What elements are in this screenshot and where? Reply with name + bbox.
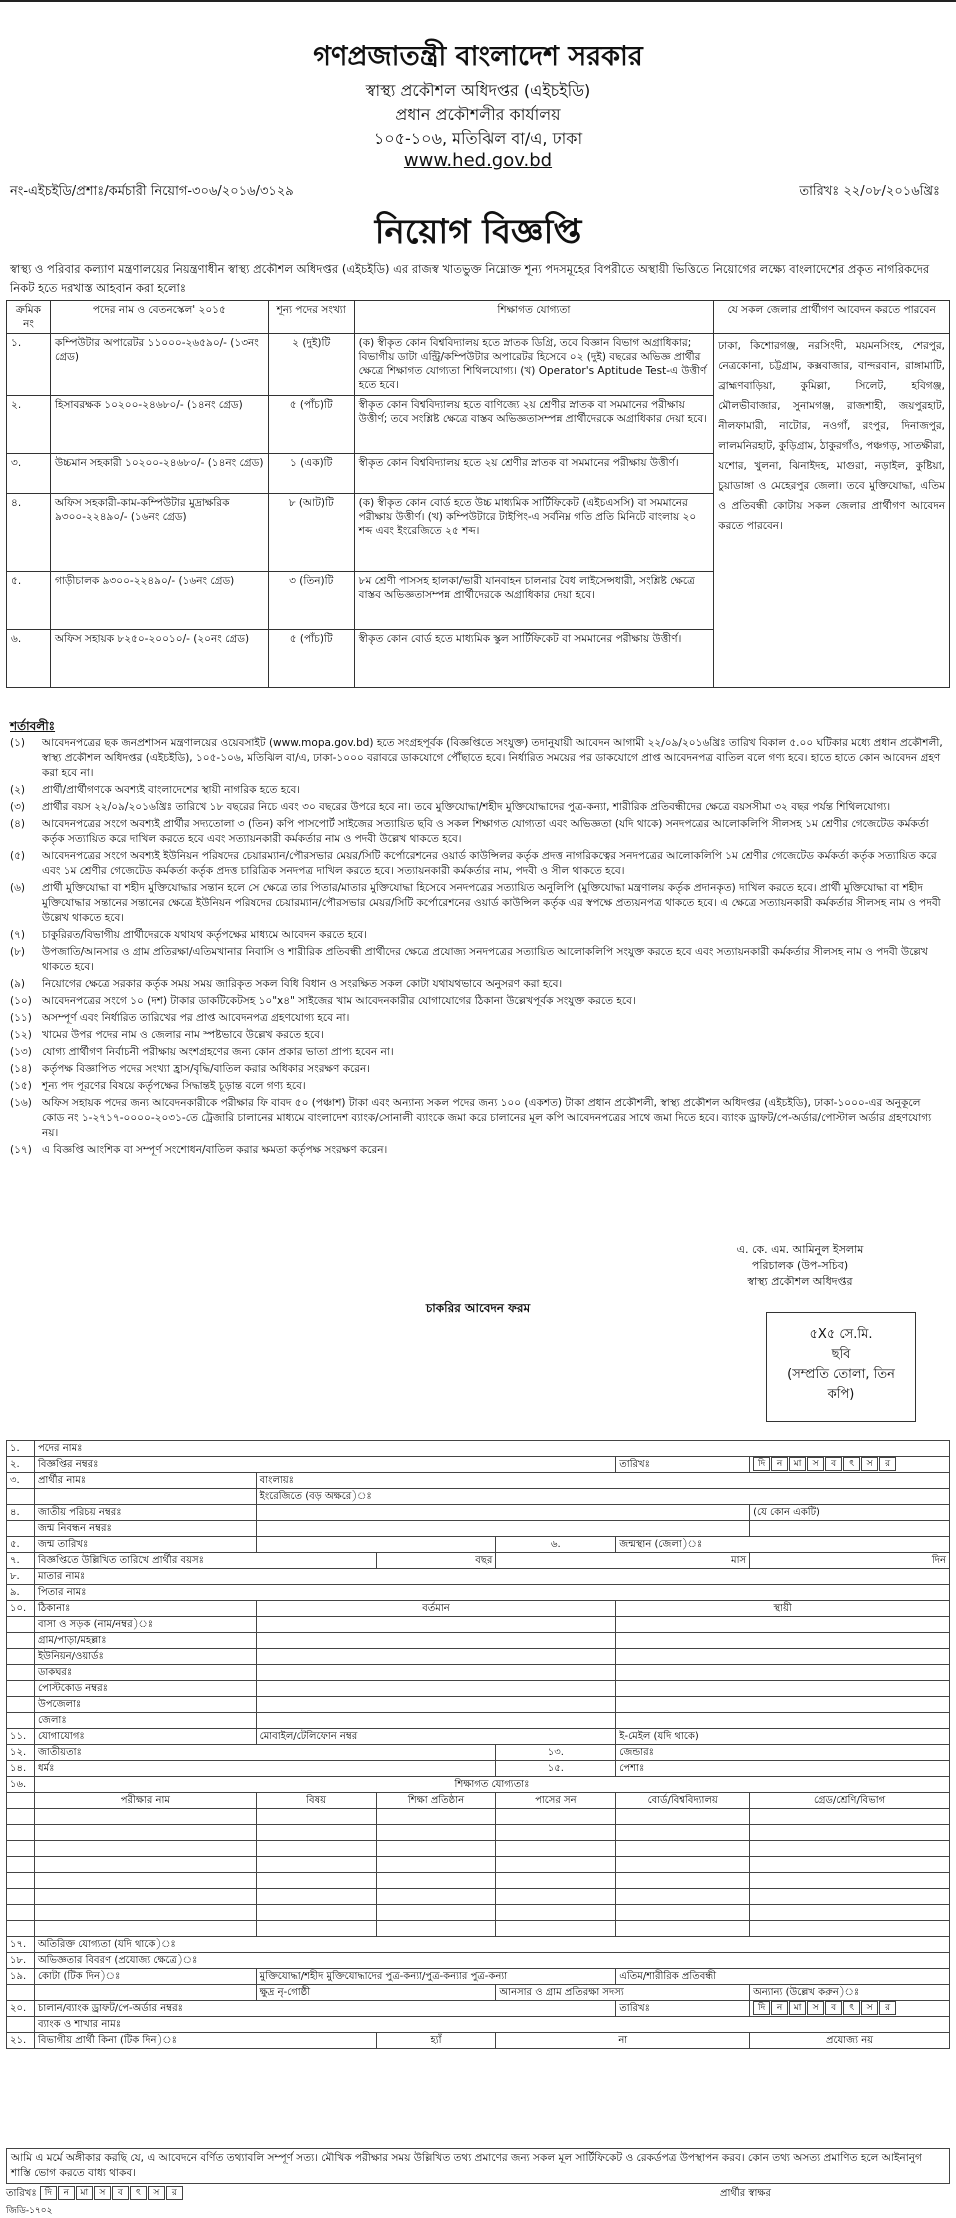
conditions-list xyxy=(10,736,946,1160)
row-number: ৩. xyxy=(7,1473,35,1489)
row-sl: ১. xyxy=(7,334,51,396)
form-row-address xyxy=(7,1601,950,1617)
condition-item xyxy=(10,783,946,798)
name-english-field[interactable]: ইংরেজিতে (বড় অক্ষরে)ঃ xyxy=(256,1489,949,1505)
option-na[interactable]: প্রযোজ্য নয় xyxy=(750,2033,950,2049)
post-name-field[interactable]: পদের নামঃ xyxy=(34,1441,949,1457)
date-boxes[interactable] xyxy=(750,1457,950,1473)
form-row-religion xyxy=(7,1761,950,1777)
form-row-name xyxy=(7,1473,950,1489)
challan-number-field[interactable]: চালান/ব্যাংক ড্রাফট/পে-অর্ডার নম্বরঃ xyxy=(34,2001,615,2017)
condition-item xyxy=(10,994,946,1009)
row-number: ১৮. xyxy=(7,1953,35,1969)
permanent-address-header: স্থায়ী xyxy=(616,1601,950,1617)
present-field[interactable] xyxy=(256,1665,616,1681)
condition-item xyxy=(10,800,946,815)
name-label: প্রার্থীর নামঃ xyxy=(34,1473,256,1489)
row-qualification: (ক) স্বীকৃত কোন বোর্ড হতে উচ্চ মাধ্যমিক সার্টিফিকেট (এইচএসসি) বা সমমানের পরীক্ষায় উত্তীর্ণ। (খ) কম্পিউটারে টাইপিং-এ সর্বনিম্ন গতি প্রতি মিনিটে বাংলায় ২০ শব্দ এবং ইংরেজিতে ২৫ শব্দ। xyxy=(354,494,714,572)
present-address-header: বর্তমান xyxy=(256,1601,616,1617)
address-line xyxy=(7,1649,950,1665)
date-box[interactable]: মা xyxy=(76,2186,93,2200)
profession-field[interactable]: পেশাঃ xyxy=(616,1761,950,1777)
row-number: ১৪. xyxy=(7,1761,35,1777)
permanent-field[interactable] xyxy=(616,1649,950,1665)
permanent-field[interactable] xyxy=(616,1713,950,1729)
condition-number: (৪) xyxy=(10,818,26,830)
posts-table-header xyxy=(7,301,950,334)
row-count: ৫ (পাঁচ)টি xyxy=(268,396,354,454)
date-box[interactable]: স xyxy=(861,1457,878,1471)
address-line xyxy=(7,1713,950,1729)
quota-orphan-disabled[interactable]: এতিম/শারীরিক প্রতিবন্ধী xyxy=(616,1969,950,1985)
row-number: ২০. xyxy=(7,2001,35,2017)
education-row[interactable] xyxy=(7,1809,950,1825)
condition-text: শূন্য পদ পূরণের বিষয়ে কর্তৃপক্ষের সিদ্ধান্তই চূড়ান্ত বলে গণ্য হবে। xyxy=(42,1080,306,1092)
condition-number: (১৪) xyxy=(10,1063,32,1075)
row-sl: ২. xyxy=(7,396,51,454)
condition-text: আবেদনপত্রের সংগে অবশ্যই প্রার্থীর সদ্যতোলা ৩ (তিন) কপি পাসপোর্ট সাইজের সত্যায়িত ছবি ও সকল শিক্ষাগত যোগ্যতা এবং অভিজ্ঞতা (যদি থাকে) সনদপত্রের আলোকলিপি সীলসহ ১ম শ্রেণীর গেজেটেড কর্মকর্তা কর্তৃক সত্যায়িত করে দাখিল করতে হবে এবং সত্যায়নকারী কর্মকর্তার নাম ও পদবী উল্লেখ থাকতে হবে। xyxy=(42,818,929,845)
present-field[interactable] xyxy=(256,1697,616,1713)
eligible-districts: ঢাকা, কিশোরগঞ্জ, নরসিংদী, ময়মনসিংহ, শেরপুর, নেত্রকোনা, চট্টগ্রাম, কক্সবাজার, বান্দরবান, রাঙ্গামাটি, ব্রাহ্মণবাড়িয়া, কুমিল্লা, সিলেট, হবিগঞ্জ, মৌলভীবাজার, সুনামগঞ্জ, রাজশাহী, জয়পুরহাট, নীলফামারী, নাটোর, নওগাঁ, রংপুর, দিনাজপুর, লালমনিরহাট, কুড়িগ্রাম, ঠাকুরগাঁও, পঞ্চগড়, সাতক্ষীরা, যশোর, খুলনা, ঝিনাইদহ, মাগুরা, নড়াইল, কুষ্টিয়া, চুয়াডাঙ্গা ও মেহেরপুর জেলা। তবে মুক্তিযোদ্ধা, এতিম ও প্রতিবন্ধী কোটায় সকল জেলার প্রার্থীগণ আবেদন করতে পারবেন। xyxy=(714,334,950,688)
extra-qualification-field[interactable]: অতিরিক্ত যোগ্যতা (যদি থাকে)ঃ xyxy=(34,1937,949,1953)
condition-item xyxy=(10,736,946,781)
departmental-label: বিভাগীয় প্রার্থী কিনা (টিক দিন)ঃ xyxy=(34,2033,376,2049)
form-row-notice xyxy=(7,1457,950,1473)
date-box[interactable]: ব xyxy=(112,2186,129,2200)
date-box[interactable]: স xyxy=(94,2186,111,2200)
age-label: বিজ্ঞপ্তিতে উল্লিখিত তারিখে প্রার্থীর বয়সঃ xyxy=(34,1553,376,1569)
quota-other[interactable]: অন্যান্য (উল্লেখ করুন)ঃ xyxy=(750,1985,950,2001)
condition-text: প্রার্থী মুক্তিযোদ্ধা বা শহীদ মুক্তিযোদ্ধার সন্তান হলে সে ক্ষেত্রে তার পিতার/মাতার মুক্তিযোদ্ধা হিসেবে সনদপত্রের সত্যায়িত অনুলিপি (মুক্তিযোদ্ধা মন্ত্রণালয় কর্তৃক প্রদানকৃত) দাখিল করতে হবে। প্রার্থী মুক্তিযোদ্ধা বা শহীদ মুক্তিযোদ্ধার সন্তানের সন্তানের ক্ষেত্রে ইউনিয়ন পরিষদের চেয়ারম্যান/পৌরসভার মেয়র/সিটি কর্পোরেশনের ওয়ার্ড কাউন্সিল কর্তৃক এর স্বপক্ষে প্রত্যয়নপত্র থাকতে হবে। এ ক্ষেত্রে সত্যায়নকারী কর্মকর্তার সীলসহ নাম ও পদবী উল্লেখ থাকতে হবে। xyxy=(42,882,941,924)
date-box[interactable]: স xyxy=(148,2186,165,2200)
condition-item xyxy=(10,945,946,975)
date-box[interactable]: দি xyxy=(753,2001,770,2015)
condition-text: খামের উপর পদের নাম ও জেলার নাম স্পষ্টভাবে উল্লেখ করতে হবে। xyxy=(42,1029,324,1041)
row-post: উচ্চমান সহকারী ১০২০০-২৪৬৮০/- (১৪নং গ্রেড) xyxy=(50,454,268,494)
birth-reg-field[interactable] xyxy=(256,1521,749,1537)
present-field[interactable] xyxy=(256,1713,616,1729)
form-row-departmental xyxy=(7,2033,950,2049)
condition-text: আবেদনপত্রের সংগে অবশ্যই ইউনিয়ন পরিষদের চেয়ারম্যান/পৌরসভার মেয়র/সিটি কর্পোরেশনের ওয়ার্ড কাউন্সিলর কর্তৃক প্রদত্ত নাগরিকত্বের সনদপত্রের আলোকলিপি ১ম শ্রেণীর গেজেটেড কর্মকর্তা কর্তৃক সত্যায়িত করে এবং ১ম শ্রেণীর গেজেটেড কর্মকর্তা কর্তৃক প্রদত্ত চারিত্রিক সনদপত্র দাখিল করতে হবে। সত্যায়নকারী কর্মকর্তার নাম, পদবী ও সীল থাকতে হবে। xyxy=(42,850,937,877)
row-post: অফিস সহকারী-কাম-কম্পিউটার মুদ্রাক্ষরিক ৯৩০০-২২৪৯০/- (১৬নং গ্রেড) xyxy=(50,494,268,572)
birth-reg-label: জন্ম নিবন্ধন নম্বরঃ xyxy=(34,1521,256,1537)
date-boxes[interactable] xyxy=(40,2188,184,2199)
quota-ethnic[interactable]: ক্ষুদ্র নৃ-গোষ্ঠী xyxy=(256,1985,496,2001)
form-row-mother xyxy=(7,1569,950,1585)
form-row-father xyxy=(7,1585,950,1601)
photo-note-2: কপি) xyxy=(827,1387,855,1402)
nid-label: জাতীয় পরিচয় নম্বরঃ xyxy=(34,1505,256,1521)
date-box[interactable]: ৎ xyxy=(843,1457,860,1471)
conditions-title: শর্তাবলীঃ xyxy=(10,719,56,733)
row-post: অফিস সহায়ক ৮২৫০-২০০১০/- (২০নং গ্রেড) xyxy=(50,630,268,688)
present-field[interactable] xyxy=(256,1617,616,1633)
quota-ansar[interactable]: আনসার ও গ্রাম প্রতিরক্ষা সদস্য xyxy=(496,1985,750,2001)
address-label: ঠিকানাঃ xyxy=(34,1601,256,1617)
row-number: ১২. xyxy=(7,1745,35,1761)
top-border xyxy=(0,0,956,2)
row-count: ৫ (পাঁচ)টি xyxy=(268,630,354,688)
condition-number: (১২) xyxy=(10,1029,32,1041)
date-box[interactable]: মা xyxy=(789,1457,806,1471)
age-months[interactable]: মাস xyxy=(496,1553,750,1569)
date-box[interactable]: ন xyxy=(771,1457,788,1471)
gender-field[interactable]: জেন্ডারঃ xyxy=(616,1745,950,1761)
condition-number: (৩) xyxy=(10,801,26,813)
date-box[interactable]: ব xyxy=(825,1457,842,1471)
form-row-quota xyxy=(7,1969,950,1985)
present-field[interactable] xyxy=(256,1681,616,1697)
nationality-field[interactable]: জাতীয়তাঃ xyxy=(34,1745,495,1761)
condition-text: এ বিজ্ঞপ্তি আংশিক বা সম্পূর্ণ সংশোধন/বাতিল করার ক্ষমতা কর্তৃপক্ষ সংরক্ষণ করেন। xyxy=(42,1144,388,1156)
row-qualification: স্বীকৃত কোন বিশ্ববিদ্যালয় হতে বাণিজ্যে ২য় শ্রেণীর স্নাতক বা সমমানের পরীক্ষায় উত্তীর্ণ; তবে সংশ্লিষ্ট ক্ষেত্রে বাস্তব অভিজ্ঞতাসম্পন্ন প্রার্থীদেরকে অগ্রাধিকার দেয়া হবে। xyxy=(354,396,714,454)
date-box[interactable]: দি xyxy=(40,2186,57,2200)
condition-text: যোগ্য প্রার্থীগণ নির্বাচনী পরীক্ষায় অংশগ্রহণের জন্য কোন প্রকার ভাতা প্রাপ্য হবেন না। xyxy=(42,1046,394,1058)
address-field-label: জেলাঃ xyxy=(34,1713,256,1729)
row-number: ৪. xyxy=(7,1505,35,1521)
present-field[interactable] xyxy=(256,1633,616,1649)
education-row[interactable] xyxy=(7,1825,950,1841)
intro-paragraph: স্বাস্থ্য ও পরিবার কল্যাণ মন্ত্রণালয়ের নিয়ন্ত্রণাধীন স্বাস্থ্য প্রকৌশল অধিদপ্তর (এইচইডি) এর রাজস্ব খাতভুক্ত নিম্নোক্ত শূন্য পদসমূহের বিপরীতে অস্থায়ী ভিত্তিতে নিয়োগের লক্ষ্যে বাংলাদেশের প্রকৃত নাগরিকদের নিকট হতে দরখাস্ত আহবান করা হলোঃ xyxy=(10,262,930,295)
row-post: হিসাবরক্ষক ১০২০০-২৪৬৮০/- (১৪নং গ্রেড) xyxy=(50,396,268,454)
row-number: ১১. xyxy=(7,1729,35,1745)
condition-text: কর্তৃপক্ষ বিজ্ঞাপিত পদের সংখ্যা হ্রাস/বৃদ্ধি/বাতিল করার অধিকার সংরক্ষণ করেন। xyxy=(42,1063,371,1075)
condition-number: (৬) xyxy=(10,882,26,894)
posts-table xyxy=(6,300,950,688)
date-box[interactable]: ৎ xyxy=(130,2186,147,2200)
condition-item xyxy=(10,928,946,943)
condition-item xyxy=(10,881,946,926)
applicant-signature: প্রার্থীর স্বাক্ষর xyxy=(720,2188,771,2199)
condition-number: (১৭) xyxy=(10,1144,32,1156)
address-field-label: ডাকঘরঃ xyxy=(34,1665,256,1681)
condition-text: প্রার্থীর বয়স ২২/০৯/২০১৬খ্রিঃ তারিখে ১৮ বছরের নিচে এবং ৩০ বছরের উপরে হবে না। তবে মুক্তিযোদ্ধা/শহীদ মুক্তিযোদ্ধাদের পুত্র-কন্যা, শারীরিক প্রতিবন্ধীদের ক্ষেত্রে বয়সসীমা ৩২ বছর পর্যন্ত শিথিলযোগ্য। xyxy=(42,801,891,813)
condition-item xyxy=(10,1079,946,1094)
row-number: ৬. xyxy=(496,1537,616,1553)
header-post: পদের নাম ও বেতনস্কেল' ২০১৫ xyxy=(50,301,268,334)
date-box[interactable]: স xyxy=(807,2001,824,2015)
address-field-label: উপজেলাঃ xyxy=(34,1697,256,1713)
address-field-label: গ্রাম/পাড়া/মহল্লাঃ xyxy=(34,1633,256,1649)
date-label: তারিখঃ xyxy=(616,2001,750,2017)
row-number: ১০. xyxy=(7,1601,35,1617)
education-row[interactable] xyxy=(7,1921,950,1937)
condition-number: (৫) xyxy=(10,850,26,862)
row-sl: ৩. xyxy=(7,454,51,494)
row-number: ১৫. xyxy=(496,1761,616,1777)
date-boxes[interactable] xyxy=(750,2001,950,2017)
row-number: ২১. xyxy=(7,2033,35,2049)
photo-box xyxy=(766,1312,916,1422)
address-line xyxy=(7,1665,950,1681)
form-row-education xyxy=(7,1777,950,1793)
condition-text: উপজাতি/আনসার ও গ্রাম প্রতিরক্ষা/এতিমখানার নিবাসি ও শারীরিক প্রতিবন্ধী প্রার্থীদের ক্ষেত্রে প্রযোজ্য সনদপত্রের সত্যায়িত আলোকলিপি সংযুক্ত করতে হবে এবং সত্যায়নকারী কর্মকর্তার সীলসহ নাম ও পদবী উল্লেখ থাকতে হবে। xyxy=(42,946,928,973)
date-box[interactable]: ব xyxy=(825,2001,842,2015)
mother-name-field[interactable]: মাতার নামঃ xyxy=(34,1569,949,1585)
quota-label: কোটা (টিক দিন)ঃ xyxy=(34,1969,256,1985)
dob-field[interactable] xyxy=(256,1537,496,1553)
form-row-nationality xyxy=(7,1745,950,1761)
condition-number: (৭) xyxy=(10,929,26,941)
table-row xyxy=(7,334,950,396)
office-name: প্রধান প্রকৌশলীর কার্যালয় xyxy=(395,105,561,124)
education-row[interactable] xyxy=(7,1905,950,1921)
permanent-field[interactable] xyxy=(616,1617,950,1633)
form-row-bank xyxy=(7,2017,950,2033)
address-line xyxy=(7,1681,950,1697)
address-field-label: পোস্টকোড নম্বরঃ xyxy=(34,1681,256,1697)
condition-number: (১৩) xyxy=(10,1046,32,1058)
name-bangla-field[interactable]: বাংলায়ঃ xyxy=(256,1473,949,1489)
form-row-challan xyxy=(7,2001,950,2017)
row-number: ৯. xyxy=(7,1585,35,1601)
header-districts: যে সকল জেলার প্রার্থীগণ আবেদন করতে পারবেন xyxy=(714,301,950,334)
condition-number: (১১) xyxy=(10,1012,32,1024)
row-sl: ৪. xyxy=(7,494,51,572)
application-form xyxy=(6,1440,950,2049)
permanent-field[interactable] xyxy=(616,1633,950,1649)
permanent-field[interactable] xyxy=(616,1697,950,1713)
address-field-label: বাসা ও সড়ক (নাম/নম্বর)ঃ xyxy=(34,1617,256,1633)
date-box[interactable]: র xyxy=(879,1457,896,1471)
edu-grade-header: গ্রেড/শ্রেণি/বিভাগ xyxy=(750,1793,950,1809)
education-label: শিক্ষাগত যোগ্যতাঃ xyxy=(34,1777,949,1793)
row-qualification: (ক) স্বীকৃত কোন বিশ্ববিদ্যালয় হতে স্নাতক ডিগ্রি, তবে বিজ্ঞান বিভাগ অগ্রাধিকার; বিভাগীয় ডাটা এন্ট্রি/কম্পিউটার অপারেটর হিসেবে ০২ (দুই) বছরের অভিজ্ঞ প্রার্থীর ক্ষেত্রে শিক্ষাগত যোগ্যতা শিথিলযোগ্য। (খ) Operator's Aptitude Test-এ উত্তীর্ণ হতে হবে। xyxy=(354,334,714,396)
education-row[interactable] xyxy=(7,1841,950,1857)
edu-subject-header: বিষয় xyxy=(256,1793,376,1809)
condition-item xyxy=(10,977,946,992)
row-number: ৫. xyxy=(7,1537,35,1553)
signatory-department: স্বাস্থ্য প্রকৌশল অধিদপ্তর xyxy=(747,1275,853,1288)
address-line xyxy=(7,1633,950,1649)
photo-note: (সম্প্রতি তোলা, তিন xyxy=(787,1367,895,1382)
condition-number: (১৬) xyxy=(10,1097,32,1109)
date-box[interactable]: ন xyxy=(771,2001,788,2015)
notice-title: নিয়োগ বিজ্ঞপ্তি xyxy=(374,212,582,252)
bank-branch-field[interactable]: ব্যাংক ও শাখার নামঃ xyxy=(34,2017,949,2033)
religion-field[interactable]: ধর্মঃ xyxy=(34,1761,495,1777)
form-row-dob xyxy=(7,1537,950,1553)
email-field[interactable]: ই-মেইল (যদি থাকে) xyxy=(616,1729,950,1745)
option-yes[interactable]: হ্যাঁ xyxy=(376,2033,496,2049)
condition-item xyxy=(10,1096,946,1141)
address-field-label: ইউনিয়ন/ওয়ার্ডঃ xyxy=(34,1649,256,1665)
condition-item xyxy=(10,817,946,847)
education-row[interactable] xyxy=(7,1889,950,1905)
date-box[interactable]: ৎ xyxy=(843,2001,860,2015)
form-row-nid xyxy=(7,1505,950,1521)
row-count: ১ (এক)টি xyxy=(268,454,354,494)
condition-item xyxy=(10,1143,946,1158)
date-box[interactable]: মা xyxy=(789,2001,806,2015)
education-row[interactable] xyxy=(7,1857,950,1873)
either-note: (যে কোন একটি) xyxy=(750,1505,950,1521)
condition-number: (১০) xyxy=(10,995,32,1007)
date-box[interactable]: র xyxy=(879,2001,896,2015)
date-box[interactable]: স xyxy=(861,2001,878,2015)
row-number: ১৭. xyxy=(7,1937,35,1953)
photo-size: ৫X৫ সে.মি. xyxy=(809,1327,873,1342)
date-label: তারিখঃ xyxy=(616,1457,750,1473)
condition-text: আবেদনপত্রের ছক জনপ্রশাসন মন্ত্রণালয়ের ওয়েবসাইট (www.mopa.gov.bd) হতে সংগ্রহপূর্বক (বিজ্ঞপ্তিতে সংযুক্ত) তদানুযায়ী আবেদন আগামী ২২/০৯/২০১৬খ্রিঃ তারিখ বিকাল ৫.০০ ঘটিকার মধ্যে প্রধান প্রকৌশলী, স্বাস্থ্য প্রকৌশল অধিদপ্তর (এইচইডি), ১০৫-১০৬, মতিঝিল বা/এ, ঢাকা-১০০০ বরাবরে ডাকযোগে পৌঁছাতে হবে। নির্ধারিত সময়ের পর ডাকযোগে প্রাপ্ত আবেদনপত্র বাতিল বলে গণ্য হবে। হাতে হাতে কোন আবেদন গ্রহণ করা হবে না। xyxy=(42,737,943,779)
row-number: ৭. xyxy=(7,1553,35,1569)
row-sl: ৫. xyxy=(7,572,51,630)
signatory-name: এ. কে. এম. আমিনুল ইসলাম xyxy=(736,1243,864,1256)
present-field[interactable] xyxy=(256,1649,616,1665)
age-years[interactable]: বছর xyxy=(376,1553,496,1569)
form-row-name-en xyxy=(7,1489,950,1505)
address-line xyxy=(7,1617,950,1633)
option-no[interactable]: না xyxy=(496,2033,750,2049)
date-box[interactable]: দি xyxy=(753,1457,770,1471)
row-number: ২. xyxy=(7,1457,35,1473)
nid-field[interactable] xyxy=(256,1505,749,1521)
condition-item xyxy=(10,1045,946,1060)
education-header xyxy=(7,1793,950,1809)
row-qualification: স্বীকৃত কোন বিশ্ববিদ্যালয় হতে ২য় শ্রেণীর স্নাতক বা সমমানের পরীক্ষায় উত্তীর্ণ। xyxy=(354,454,714,494)
form-row-experience xyxy=(7,1953,950,1969)
header-qualification: শিক্ষাগত যোগ্যতা xyxy=(354,301,714,334)
signatory-designation: পরিচালক (উপ-সচিব) xyxy=(751,1259,849,1272)
condition-text: আবেদনপত্রের সংগে ১০ (দশ) টাকার ডাকটিকেটসহ ১০"x৪" সাইজের খাম আবেদনকারীর যোগাযোগের ঠিকানা উল্লেখপূর্বক সংযুক্ত করতে হবে। xyxy=(42,995,636,1007)
row-count: ৮ (আট)টি xyxy=(268,494,354,572)
footer-date-label: তারিখঃ xyxy=(6,2188,37,2199)
condition-text: অসম্পূর্ণ এবং নির্ধারিত তারিখের পর প্রাপ্ত আবেদনপত্র গ্রহণযোগ্য হবে না। xyxy=(42,1012,350,1024)
notice-date: তারিখঃ ২২/০৮/২০১৬খ্রিঃ xyxy=(799,184,940,199)
condition-number: (১) xyxy=(10,737,26,749)
memo-number: নং-এইচইডি/প্রশাঃ/কর্মচারী নিয়োগ-৩০৬/২০১৬/৩১২৯ xyxy=(10,184,294,199)
government-title: গণপ্রজাতন্ত্রী বাংলাদেশ সরকার xyxy=(313,41,643,72)
form-row-contact xyxy=(7,1729,950,1745)
row-sl: ৬. xyxy=(7,630,51,688)
condition-number: (২) xyxy=(10,784,26,796)
experience-field[interactable]: অভিজ্ঞতার বিবরণ (প্রযোজ্য ক্ষেত্রে)ঃ xyxy=(34,1953,949,1969)
date-box[interactable]: র xyxy=(166,2186,183,2200)
row-qualification: ৮ম শ্রেণী পাসসহ হালকা/ভারী যানবাহন চালনার বৈধ লাইসেন্সধারী, সংশ্লিষ্ট ক্ষেত্রে বাস্তব অভিজ্ঞতাসম্পন্ন প্রার্থীদেরকে অগ্রাধিকার দেয়া হবে। xyxy=(354,572,714,630)
photo-label: ছবি xyxy=(831,1347,851,1362)
condition-item xyxy=(10,1062,946,1077)
row-number: ৮. xyxy=(7,1569,35,1585)
condition-number: (৯) xyxy=(10,978,26,990)
department-name: স্বাস্থ্য প্রকৌশল অধিদপ্তর (এইচইডি) xyxy=(365,81,591,100)
declaration: আমি এ মর্মে অঙ্গীকার করছি যে, এ আবেদনে বর্ণিত তথ্যাবলি সম্পূর্ণ সত্য। মৌখিক পরীক্ষার সময় উল্লিখিত তথ্য প্রমাণের জন্য সকল মূল সার্টিফিকেট ও রেকর্ডপত্র উপস্থাপন করব। কোন তথ্য অসত্য প্রমাণিত হলে আইনানুগ শাস্তি ভোগ করতে বাধ্য থাকব। xyxy=(6,2148,950,2184)
office-address: ১০৫-১০৬, মতিঝিল বা/এ, ঢাকা xyxy=(373,129,583,148)
edu-year-header: পাসের সন xyxy=(496,1793,616,1809)
condition-item xyxy=(10,849,946,879)
edu-board-header: বোর্ড/বিশ্ববিদ্যালয় xyxy=(616,1793,750,1809)
signature-block xyxy=(660,1242,940,1290)
footer-date xyxy=(6,2186,184,2203)
form-row-extra xyxy=(7,1937,950,1953)
quota-freedom-fighter[interactable]: মুক্তিযোদ্ধা/শহীদ মুক্তিযোদ্ধাদের পুত্র-কন্যা/পুত্র-কন্যার পুত্র-কন্যা xyxy=(256,1969,616,1985)
father-name-field[interactable]: পিতার নামঃ xyxy=(34,1585,949,1601)
condition-text: অফিস সহায়ক পদের জন্য আবেদনকারীকে পরীক্ষার ফি বাবদ ৫০ (পঞ্চাশ) টাকা এবং অন্যান্য সকল পদের জন্য ১০০ (একশত) টাকা প্রধান প্রকৌশলী, স্বাস্থ্য প্রকৌশল অধিদপ্তর (এইচইডি), ঢাকা-১০০০-এর অনুকূলে কোড নং ১-২৭১৭-০০০০-২০৩১-তে ট্রেজারি চালানের মাধ্যমে বাংলাদেশ ব্যাংক/সোনালী ব্যাংকে জমা করে চালানের মূল কপি আবেদনপত্রের সাথে জমা দিতে হবে। ব্যাংক ড্রাফট/পে-অর্ডার/পোস্টাল অর্ডার গ্রহণযোগ্য নয়। xyxy=(42,1097,932,1139)
condition-item xyxy=(10,1028,946,1043)
condition-number: (৮) xyxy=(10,946,26,958)
form-code: জিডি-১৭০২ xyxy=(6,2206,53,2216)
permanent-field[interactable] xyxy=(616,1681,950,1697)
form-title: চাকরির আবেদন ফরম xyxy=(425,1301,531,1315)
edu-exam-header: পরীক্ষার নাম xyxy=(34,1793,256,1809)
row-post: কম্পিউটার অপারেটর ১১০০০-২৬৫৯০/- (১৩নং গ্রেড) xyxy=(50,334,268,396)
date-box[interactable]: ন xyxy=(58,2186,75,2200)
row-number: ১৩. xyxy=(496,1745,616,1761)
address-line xyxy=(7,1697,950,1713)
condition-text: নিয়োগের ক্ষেত্রে সরকার কর্তৃক সময় সময় জারিকৃত সকল বিধি বিধান ও সংরক্ষিত সকল কোটা যথাযথভাবে অনুসরণ করা হবে। xyxy=(42,978,563,990)
birthplace-field[interactable]: জন্মস্থান (জেলা)ঃ xyxy=(616,1537,950,1553)
education-row[interactable] xyxy=(7,1873,950,1889)
date-box[interactable]: স xyxy=(807,1457,824,1471)
row-count: ২ (দুই)টি xyxy=(268,334,354,396)
permanent-field[interactable] xyxy=(616,1665,950,1681)
row-post: গাড়ীচালক ৯৩০০-২২৪৯০/- (১৬নং গ্রেড) xyxy=(50,572,268,630)
header-sl: ক্রমিক নং xyxy=(7,301,51,334)
age-days[interactable]: দিন xyxy=(750,1553,950,1569)
website-link[interactable]: www.hed.gov.bd xyxy=(403,150,553,171)
row-count: ৩ (তিন)টি xyxy=(268,572,354,630)
form-row-age xyxy=(7,1553,950,1569)
notice-number-field[interactable]: বিজ্ঞপ্তির নম্বরঃ xyxy=(34,1457,615,1473)
dob-label: জন্ম তারিখঃ xyxy=(34,1537,256,1553)
edu-institute-header: শিক্ষা প্রতিষ্ঠান xyxy=(376,1793,496,1809)
condition-text: প্রার্থী/প্রার্থীগণকে অবশ্যই বাংলাদেশের স্থায়ী নাগরিক হতে হবে। xyxy=(42,784,301,796)
header-count: শূন্য পদের সংখ্যা xyxy=(268,301,354,334)
contact-label: যোগাযোগঃ xyxy=(34,1729,256,1745)
phone-field[interactable]: মোবাইল/টেলিফোন নম্বর xyxy=(256,1729,616,1745)
row-qualification: স্বীকৃত কোন বোর্ড হতে মাধ্যমিক স্কুল সার্টিফিকেট বা সমমানের পরীক্ষায় উত্তীর্ণ। xyxy=(354,630,714,688)
condition-item xyxy=(10,1011,946,1026)
row-number: ১৬. xyxy=(7,1777,35,1793)
row-number: ১৯. xyxy=(7,1969,35,1985)
row-number: ১. xyxy=(7,1441,35,1457)
form-row-quota-2 xyxy=(7,1985,950,2001)
form-row-birth-reg xyxy=(7,1521,950,1537)
form-row-post xyxy=(7,1441,950,1457)
condition-text: চাকুরিরত/বিভাগীয় প্রার্থীদেরকে যথাযথ কর্তৃপক্ষের মাধ্যমে আবেদন করতে হবে। xyxy=(42,929,368,941)
condition-number: (১৫) xyxy=(10,1080,32,1092)
